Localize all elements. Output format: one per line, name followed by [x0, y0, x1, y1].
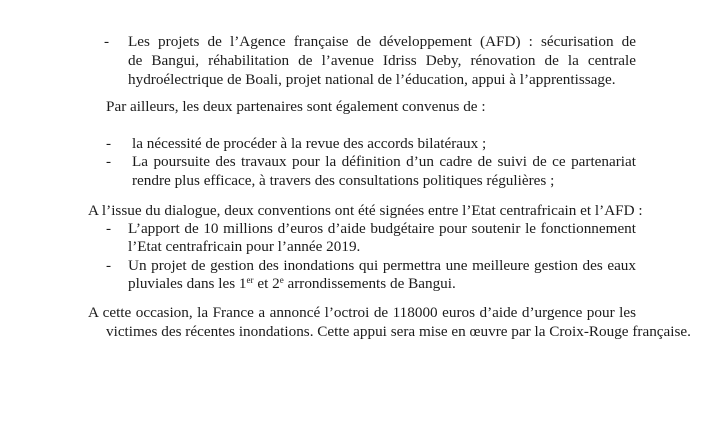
partners-item-line: la nécessité de procéder à la revue des accords bilatéraux ;	[132, 135, 487, 152]
convention-line: L’apport de 10 millions d’euros d’aide budgétaire pour soutenir le fonctionnement	[128, 220, 636, 237]
bullet-dash: -	[106, 153, 112, 170]
bullet-dash: -	[104, 33, 110, 50]
afd-projects-line-1: Les projets de l’Agence française de développement (AFD) : sécurisation de	[128, 33, 636, 50]
afd-projects-line-2: de Bangui, réhabilitation de l’avenue Idriss Deby, rénovation de la centrale	[128, 52, 636, 69]
bullet-dash: -	[106, 220, 112, 237]
partners-item-line: La poursuite des travaux pour la définition d’un cadre de suivi de ce partenariat	[132, 153, 636, 170]
ordinal-superscript: er	[246, 275, 254, 285]
dialogue-intro: A l’issue du dialogue, deux conventions ont été signées entre l’Etat centrafricain et l’AFD :	[88, 202, 643, 219]
bullet-dash: -	[106, 135, 112, 152]
afd-projects-line-3: hydroélectrique de Boali, projet national de l’éducation, appui à l’apprentissage.	[128, 71, 616, 88]
convention-text: pluviales dans les 1	[128, 275, 247, 292]
convention-line: Un projet de gestion des inondations qui permettra une meilleure gestion des eaux	[128, 257, 636, 274]
bullet-dash: -	[106, 257, 112, 274]
closing-line-2: victimes des récentes inondations. Cette appui sera mise en œuvre par la Croix-Rouge française.	[106, 323, 691, 340]
convention-line: l’Etat centrafricain pour l’année 2019.	[128, 238, 361, 255]
convention-text: arrondissements de Bangui.	[283, 275, 456, 292]
partners-intro: Par ailleurs, les deux partenaires sont également convenus de :	[106, 98, 486, 115]
closing-line-1: A cette occasion, la France a annoncé l’octroi de 118000 euros d’aide d’urgence pour les	[88, 304, 636, 321]
ordinal-superscript: e	[279, 275, 284, 285]
convention-text: et 2	[253, 275, 280, 292]
convention-line	[128, 274, 456, 294]
partners-item-line: rendre plus efficace, à travers des consultations politiques régulières ;	[132, 172, 555, 189]
